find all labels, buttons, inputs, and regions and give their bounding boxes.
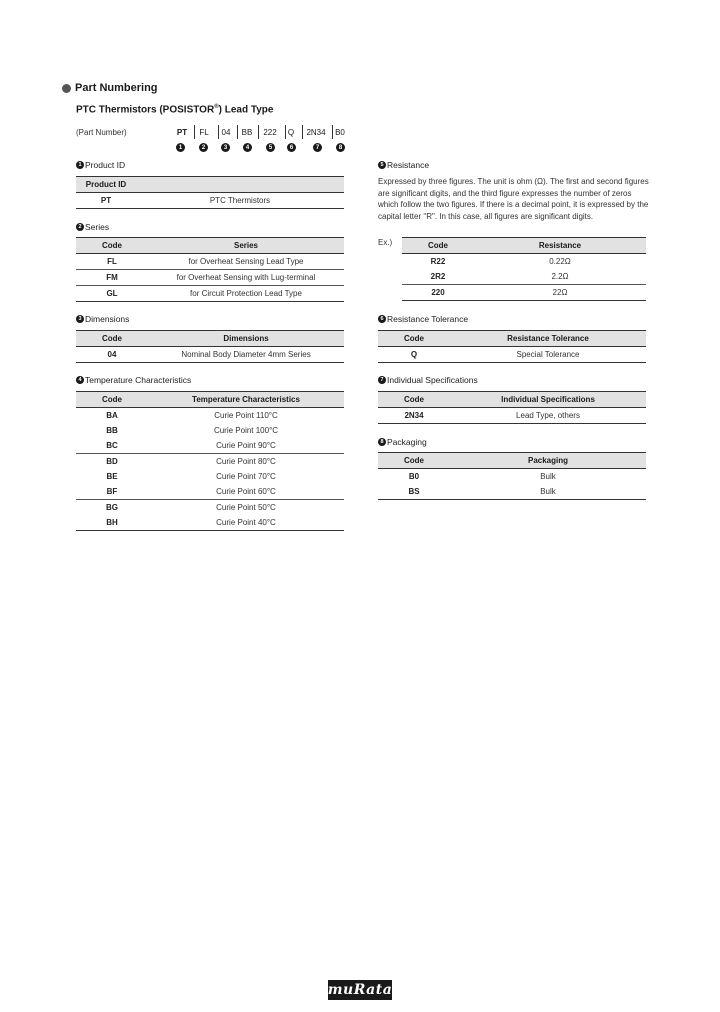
resistance-title-text: Resistance <box>387 160 430 170</box>
table-header-row <box>402 238 646 254</box>
table-header-row <box>76 392 344 408</box>
value-cell: Bulk <box>450 484 646 500</box>
bullet-icon <box>62 84 71 93</box>
number-5-icon: 5 <box>266 143 275 152</box>
code-cell: R22 <box>430 257 446 266</box>
part-number-segment: 222 <box>263 127 277 137</box>
column-header: Code <box>76 238 148 254</box>
code-cell: BF <box>76 484 148 500</box>
registered-mark: ® <box>214 104 219 110</box>
column-header: Code <box>378 453 450 469</box>
segment-separator <box>258 125 259 139</box>
table-row <box>76 286 344 302</box>
tolerance-title-text: Resistance Tolerance <box>387 314 469 324</box>
temperature-title <box>76 375 191 385</box>
number-8-icon: 8 <box>378 438 386 446</box>
individual-title-text: Individual Specifications <box>387 375 478 385</box>
part-number-segment: Q <box>287 127 295 137</box>
number-6-icon: 6 <box>287 143 296 152</box>
individual-title <box>378 375 478 385</box>
code-cell: BG <box>106 503 118 512</box>
column-header <box>136 177 344 193</box>
column-header: Resistance Tolerance <box>450 331 646 347</box>
column-header: Series <box>148 238 344 254</box>
resistance-title <box>378 160 429 170</box>
product-id-title-text: Product ID <box>85 160 126 170</box>
number-1-icon: 1 <box>176 143 185 152</box>
table-row <box>76 193 344 209</box>
code-cell: BD <box>106 457 118 466</box>
value-cell: Curie Point 60°C <box>148 484 344 500</box>
table-row <box>76 515 344 531</box>
code-cell: BH <box>76 515 148 531</box>
value-cell: PTC Thermistors <box>136 193 344 209</box>
value-cell: Curie Point 50°C <box>216 503 276 512</box>
code-cell: Q <box>378 347 450 363</box>
dimensions-table <box>76 330 344 363</box>
table-header-row <box>76 331 344 347</box>
part-number-segment: 2N34 <box>306 127 326 137</box>
code-cell: 04 <box>76 347 148 363</box>
table-row <box>378 408 646 424</box>
code-cell: BS <box>378 484 450 500</box>
part-number-label: (Part Number) <box>76 128 127 137</box>
table-row <box>76 423 344 438</box>
value-cell: Curie Point 40°C <box>148 515 344 531</box>
table-row <box>76 500 344 516</box>
value-cell: 22Ω <box>474 285 646 301</box>
value-cell: for Overheat Sensing Lead Type <box>148 254 344 270</box>
value-cell: 0.22Ω <box>549 257 571 266</box>
table-header-row <box>76 238 344 254</box>
column-header: Code <box>76 331 148 347</box>
resistance-description: Expressed by three figures. The unit is ohm (Ω). The first and second figures are significant digits, and the third figure expresses the number of zeros which follow the two figures. If there is a decimal point, it is expressed by the capital letter "R". In this case, all figures are significant digits. <box>378 177 649 221</box>
product-id-table <box>76 176 344 209</box>
code-cell: GL <box>76 286 148 302</box>
subtitle-post: ) Lead Type <box>218 104 274 116</box>
packaging-title-text: Packaging <box>387 437 427 447</box>
column-header: Individual Specifications <box>450 392 646 408</box>
column-header: Dimensions <box>148 331 344 347</box>
number-7-icon: 7 <box>378 376 386 384</box>
code-cell: BC <box>76 438 148 454</box>
segment-separator <box>218 125 219 139</box>
table-header-row <box>378 392 646 408</box>
page-subtitle <box>76 104 273 115</box>
table-header-row <box>378 331 646 347</box>
code-cell: 220 <box>402 285 474 301</box>
column-header: Temperature Characteristics <box>148 392 344 408</box>
value-cell: Bulk <box>540 472 556 481</box>
table-row <box>76 469 344 484</box>
code-cell: BE <box>106 472 118 481</box>
code-cell: FM <box>76 270 148 286</box>
dimensions-title-text: Dimensions <box>85 314 130 324</box>
table-row <box>76 408 344 424</box>
code-cell: B0 <box>408 472 420 481</box>
table-row <box>402 285 646 301</box>
table-row <box>76 438 344 454</box>
code-cell: PT <box>76 193 136 209</box>
subtitle-pre: PTC Thermistors (POSISTOR <box>76 104 215 116</box>
temperature-table <box>76 391 344 531</box>
heading-text: Part Numbering <box>75 82 158 94</box>
example-label: Ex.) <box>378 238 393 247</box>
value-cell: Curie Point 70°C <box>216 472 276 481</box>
column-header: Code <box>76 392 148 408</box>
section-heading <box>62 82 158 94</box>
segment-separator <box>237 125 238 139</box>
number-6-icon: 6 <box>378 315 386 323</box>
segment-separator <box>194 125 195 139</box>
number-4-icon: 4 <box>243 143 252 152</box>
murata-logo: muRata <box>327 982 393 998</box>
number-1-icon: 1 <box>76 161 84 169</box>
value-cell: Nominal Body Diameter 4mm Series <box>148 347 344 363</box>
series-title <box>76 222 109 232</box>
code-cell: 2R2 <box>402 269 474 285</box>
value-cell: 2.2Ω <box>474 269 646 285</box>
segment-separator <box>285 125 286 139</box>
number-3-icon: 3 <box>221 143 230 152</box>
column-header: Packaging <box>450 453 646 469</box>
code-cell: BB <box>106 426 118 435</box>
column-header: Code <box>402 238 474 254</box>
value-cell: Curie Point 90°C <box>148 438 344 454</box>
code-cell: 2N34 <box>378 408 450 424</box>
value-cell: Special Tolerance <box>450 347 646 363</box>
column-header: Code <box>378 331 450 347</box>
number-7-icon: 7 <box>313 143 322 152</box>
part-number-segment: 04 <box>221 127 231 137</box>
temperature-title-text: Temperature Characteristics <box>85 375 192 385</box>
table-row <box>76 484 344 500</box>
individual-table <box>378 391 646 424</box>
table-header-row <box>76 177 344 193</box>
part-number-segment: FL <box>199 127 209 137</box>
value-cell: for Circuit Protection Lead Type <box>148 286 344 302</box>
number-2-icon: 2 <box>199 143 208 152</box>
table-row <box>402 269 646 285</box>
value-cell: Curie Point 80°C <box>216 457 276 466</box>
number-2-icon: 2 <box>76 223 84 231</box>
value-cell: Lead Type, others <box>450 408 646 424</box>
series-table <box>76 237 344 302</box>
number-8-icon: 8 <box>336 143 345 152</box>
segment-separator <box>332 125 333 139</box>
packaging-table <box>378 452 646 500</box>
number-4-icon: 4 <box>76 376 84 384</box>
table-row <box>378 347 646 363</box>
series-title-text: Series <box>85 222 110 232</box>
dimensions-title <box>76 314 129 324</box>
part-number-segment: PT <box>176 127 188 137</box>
resistance-table <box>402 237 646 301</box>
table-row <box>76 347 344 363</box>
table-row <box>76 454 344 470</box>
column-header: Resistance <box>474 238 646 254</box>
table-row <box>378 484 646 500</box>
column-header: Code <box>378 392 450 408</box>
code-cell: BA <box>106 411 118 420</box>
value-cell: for Overheat Sensing with Lug-terminal <box>148 270 344 286</box>
segment-separator <box>302 125 303 139</box>
code-cell: FL <box>76 254 148 270</box>
table-header-row <box>378 453 646 469</box>
number-3-icon: 3 <box>76 315 84 323</box>
product-id-title <box>76 160 125 170</box>
packaging-title <box>378 437 427 447</box>
table-row <box>378 469 646 485</box>
part-number-segment: BB <box>241 127 253 137</box>
tolerance-table <box>378 330 646 363</box>
column-header: Product ID <box>76 177 136 193</box>
table-row <box>76 254 344 270</box>
value-cell: Curie Point 110°C <box>214 411 278 420</box>
value-cell: Curie Point 100°C <box>213 426 279 435</box>
part-number-segment: B0 <box>335 127 345 137</box>
table-row <box>402 254 646 270</box>
tolerance-title <box>378 314 468 324</box>
table-row <box>76 270 344 286</box>
number-5-icon: 5 <box>378 161 386 169</box>
